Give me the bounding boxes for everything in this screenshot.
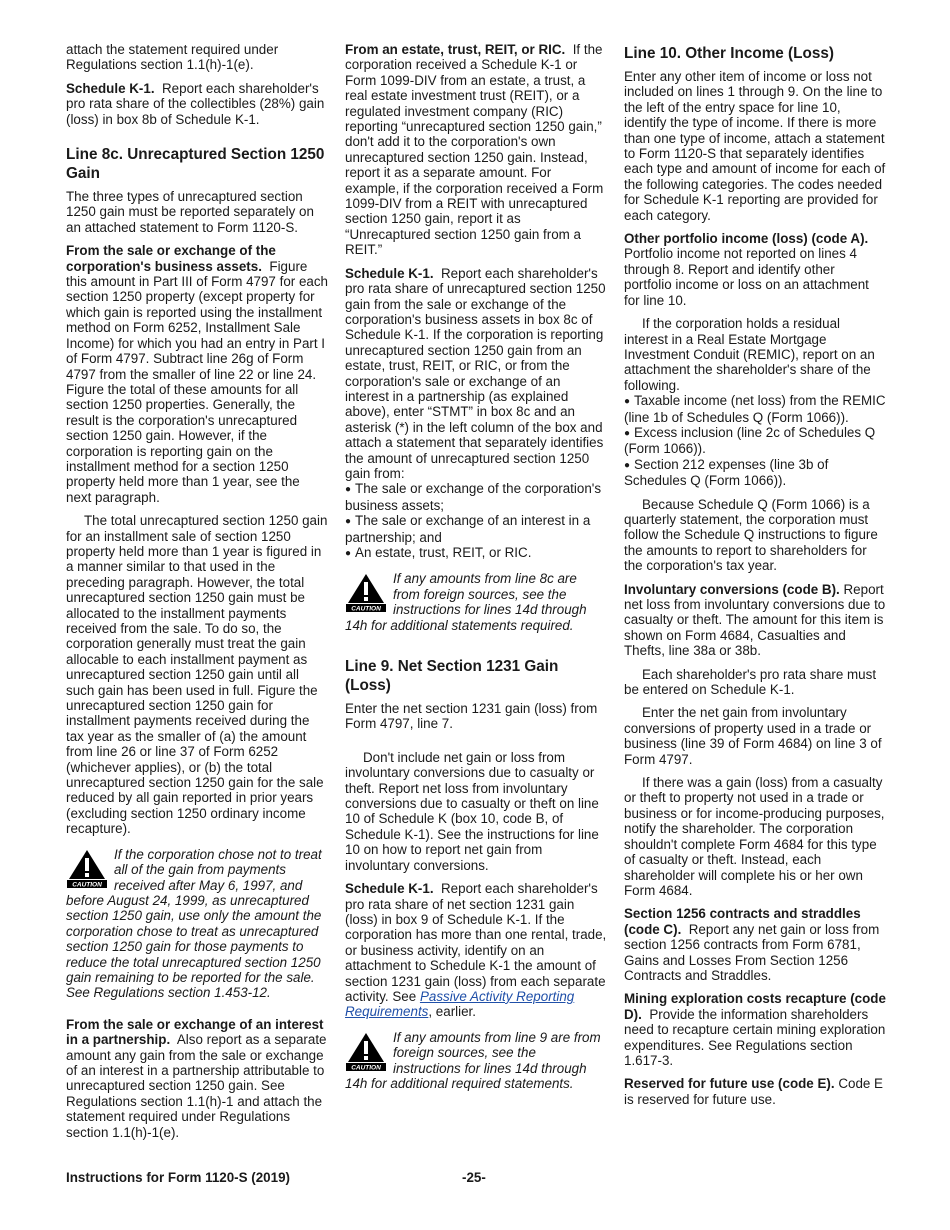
column-1 — [66, 42, 328, 1148]
paragraph: If there was a gain (loss) from a casualty or theft to property not used in a trade or business or for income-producing purposes, notify the shareholder. The corporation shouldn't complete Form 4684 for this type of casualty or theft. Instead, each shareholder will complete his or her own Form 4684. — [624, 775, 885, 898]
paragraph-text: Report each shareholder's pro rata share of unrecaptured section 1250 gain from the sale or exchange of the corporation's business assets in box 8c of Schedule K-1. If the corporation is reporting unrecaptured section 1250 gain from an estate, trust, REIT, or RIC, or from the corporation's sale or exchange of an interest in a partnership (as explained above), enter “STMT” in box 8c and an asterisk (*) in the left column of the box and attach a statement that separately identifies the amount of unrecaptured section 1250 gain from: — [345, 265, 606, 481]
paragraph-text: Also report as a separate amount any gain from the sale or exchange of an interest in a partnership attributable to unrecaptured section 1250 gain. See Regulations section 1.1(h)-1 and attach the statement required under Regulations section 1.1(h)-1(e). — [66, 1032, 327, 1140]
paragraph-text: Figure this amount in Part III of Form 4797 for each section 1250 property (except property for which gain is reported using the installment method on Form 6252, Installment Sale Income) for which you had an entry in Part I of Form 4797. Subtract line 26g of Form 4797 from the smaller of line 22 or line 24. Figure the total of these amounts for all section 1250 properties. Generally, the result is the corporation's unrecaptured section 1250 gain. However, if the corporation is reporting gain on the installment method for a section 1250 property held more than 1 year, see the next paragraph. — [66, 258, 328, 505]
run-in-heading: Schedule K-1. — [345, 881, 434, 897]
footer-form-title: Instructions for Form 1120-S (2019) — [66, 1170, 290, 1185]
paragraph-text: Report each shareholder's pro rata share of net section 1231 gain (loss) in box 9 of Schedule K-1. If the corporation has more than one rental, trade, or business activity, identify on an attachment to Schedule K-1 the amount of section 1231 gain (loss) from each separate activity. See — [345, 881, 607, 1004]
paragraph: Because Schedule Q (Form 1066) is a quarterly statement, the corporation must follow the Schedule Q instructions to figure the amounts to report to shareholders for the corporation's tax year. — [624, 496, 878, 574]
caution-text: If any amounts from line 8c are from foreign sources, see the instructions for lines 14d through 14h for additional statements required. — [345, 571, 587, 633]
run-in-heading: Mining exploration costs recapture (code D). — [624, 991, 886, 1022]
run-in-heading: Section 1256 contracts and straddles (code C). — [624, 906, 861, 937]
caution-text: If the corporation chose not to treat all of the gain from payments received after May 6, 1997, and before August 24, 1999, as unrecaptured section 1250 gain, use only the amount the corporation chose to treat as unrecaptured section 1250 gain for those payments to reduce the total unrecaptured section 1250 gain remaining to be reported for the sale. See Regulations section 1.453-12. — [66, 846, 322, 1001]
svg-text:CAUTION: CAUTION — [351, 605, 381, 613]
paragraph: Don't include net gain or loss from involuntary conversions due to casualty or theft. Report net loss from involuntary conversions due to casualty or theft on line 10 of Schedule K (box 10, code B, of Schedule K-1). See the instructions for line 10 on how to report net gain from involuntary conversions. — [345, 749, 599, 873]
run-in-heading: Involuntary conversions (code B). — [624, 581, 840, 597]
list-item: ● An estate, trust, REIT, or RIC. — [345, 545, 532, 560]
run-in-heading: Schedule K-1. — [345, 265, 434, 281]
column-3 — [624, 42, 886, 1115]
paragraph — [624, 582, 886, 659]
paragraph — [345, 881, 607, 1020]
paragraph — [624, 1076, 886, 1107]
svg-text:CAUTION: CAUTION — [351, 1064, 381, 1072]
list-item: ● The sale or exchange of the corporation's business assets; — [345, 481, 602, 513]
paragraph-text: Report net loss from involuntary conversions due to casualty or theft. The amount for this item is shown on Form 4684, Casualties and Thefts, line 38a or 38b. — [624, 581, 886, 659]
section-heading-line-10: Line 10. Other Income (Loss) — [624, 45, 834, 62]
paragraph — [345, 266, 607, 482]
svg-text:CAUTION: CAUTION — [72, 881, 102, 889]
caution-note — [345, 571, 607, 633]
paragraph: attach the statement required under Regulations section 1.1(h)-1(e). — [66, 42, 279, 73]
paragraph: Enter the net section 1231 gain (loss) from Form 4797, line 7. — [345, 701, 598, 732]
run-in-heading: From the sale or exchange of the corporation's business assets. — [66, 243, 276, 274]
paragraph: The three types of unrecaptured section 1250 gain must be reported separately on an attached statement to Form 1120-S. — [66, 189, 314, 235]
column-2 — [345, 42, 607, 1099]
caution-icon — [345, 1032, 387, 1072]
page-number: -25- — [462, 1170, 486, 1185]
paragraph: Enter the net gain from involuntary conversions of property used in a trade or business (line 39 of Form 4684) on line 3 of Form 4797. — [624, 705, 882, 767]
list-item: ● Section 212 expenses (line 3b of Schedules Q (Form 1066)). — [624, 456, 829, 489]
run-in-heading: Reserved for future use (code E). — [624, 1076, 835, 1092]
paragraph-text: Provide the information shareholders need to recapture certain mining exploration expenditures. See Regulations section 1.617-3. — [624, 1006, 886, 1068]
run-in-heading: Other portfolio income (loss) (code A). — [624, 231, 869, 247]
paragraph-text: Report any net gain or loss from section 1256 contracts from Form 6781, Gains and Losses From Section 1256 Contracts and Straddles. — [624, 921, 880, 983]
paragraph — [66, 1017, 328, 1140]
paragraph: The total unrecaptured section 1250 gain for an installment sale of section 1250 property held more than 1 year is figured in a manner similar to that used in the preceding paragraph. However, the total unrecaptured section 1250 gain must be allocated to the installment payments received from the sale. To do so, the corporation generally must treat the gain allocable to each installment payment as unrecaptured section 1250 gain until all such gain has been used in full. Figure the unrecaptured section 1250 gain for installment payments received during the tax year as the smaller of (a) the amount from line 26 or line 37 of Form 6252 (whichever applies), or (b) the total unrecaptured section 1250 gain for the sale reduced by all gain reported in prior years (excluding section 1250 ordinary income recapture). — [66, 513, 328, 837]
paragraph: If the corporation holds a residual interest in a Real Estate Mortgage Investment Conduit (REMIC), report on an attachment the shareholder's share of the following. — [624, 316, 875, 393]
paragraph-text: Report each shareholder's pro rata share of the collectibles (28%) gain (loss) in box 8b of Schedule K-1. — [66, 80, 325, 127]
paragraph: Enter any other item of income or loss not included on lines 1 through 9. On the line to the left of the entry space for line 10, identify the type of income. If there is more than one type of income, attach a statement to Form 1120-S that separately identifies each type and amount of income for each of the following categories. The codes needed for Schedule K-1 reporting are provided for each category. — [624, 69, 886, 223]
caution-text: If any amounts from line 9 are from foreign sources, see the instructions for lines 14d through 14h for additional required statements. — [345, 1029, 601, 1091]
paragraph-text: Portfolio income not reported on lines 4 through 8. Report and identify other portfolio income or loss on an attachment for line 10. — [624, 246, 869, 308]
list-item: ● The sale or exchange of an interest in a partnership; and — [345, 513, 591, 545]
paragraph — [345, 42, 607, 258]
paragraph-text: , earlier. — [428, 1004, 476, 1020]
paragraph: Each shareholder's pro rata share must be entered on Schedule K-1. — [624, 666, 877, 698]
list-item: ● Excess inclusion (line 2c of Schedules Q (Form 1066)). — [624, 424, 876, 457]
paragraph-text: If the corporation received a Schedule K-1 or Form 1099-DIV from an estate, a trust, a real estate investment trust (REIT), or a regulated investment company (RIC) reporting “unrecaptured section 1250 gain,” don't add it to the corporation's own unrecaptured section 1250 gain. Instead, report it as a separate amount. For example, if the corporation received a Form 1099-DIV from a REIT with unrecaptured section 1250 gain, report it as “Unrecaptured section 1250 gain from a REIT.” — [345, 42, 604, 258]
paragraph — [66, 243, 328, 505]
run-in-heading: From the sale or exchange of an interest in a partnership. — [66, 1016, 324, 1048]
caution-icon — [66, 849, 108, 889]
run-in-heading: From an estate, trust, REIT, or RIC. — [345, 42, 566, 57]
section-heading-line-8c: Line 8c. Unrecaptured Section 1250 Gain — [66, 146, 325, 183]
paragraph — [624, 231, 886, 308]
paragraph — [624, 906, 886, 983]
bullet-list — [624, 393, 886, 488]
section-heading-line-9: Line 9. Net Section 1231 Gain (Loss) — [345, 658, 559, 695]
caution-note — [345, 1030, 607, 1092]
passive-activity-link[interactable]: Passive Activity Reporting Requirements — [345, 988, 575, 1020]
run-in-heading: Schedule K-1. — [66, 80, 155, 96]
bullet-list — [345, 481, 607, 561]
list-item: ● Taxable income (net loss) from the REMIC (line 1b of Schedules Q (Form 1066)). — [624, 393, 886, 425]
paragraph — [624, 991, 886, 1068]
paragraph — [66, 81, 328, 127]
paragraph-text: Code E is reserved for future use. — [624, 1076, 883, 1107]
caution-note — [66, 847, 328, 1001]
caution-icon — [345, 573, 387, 613]
